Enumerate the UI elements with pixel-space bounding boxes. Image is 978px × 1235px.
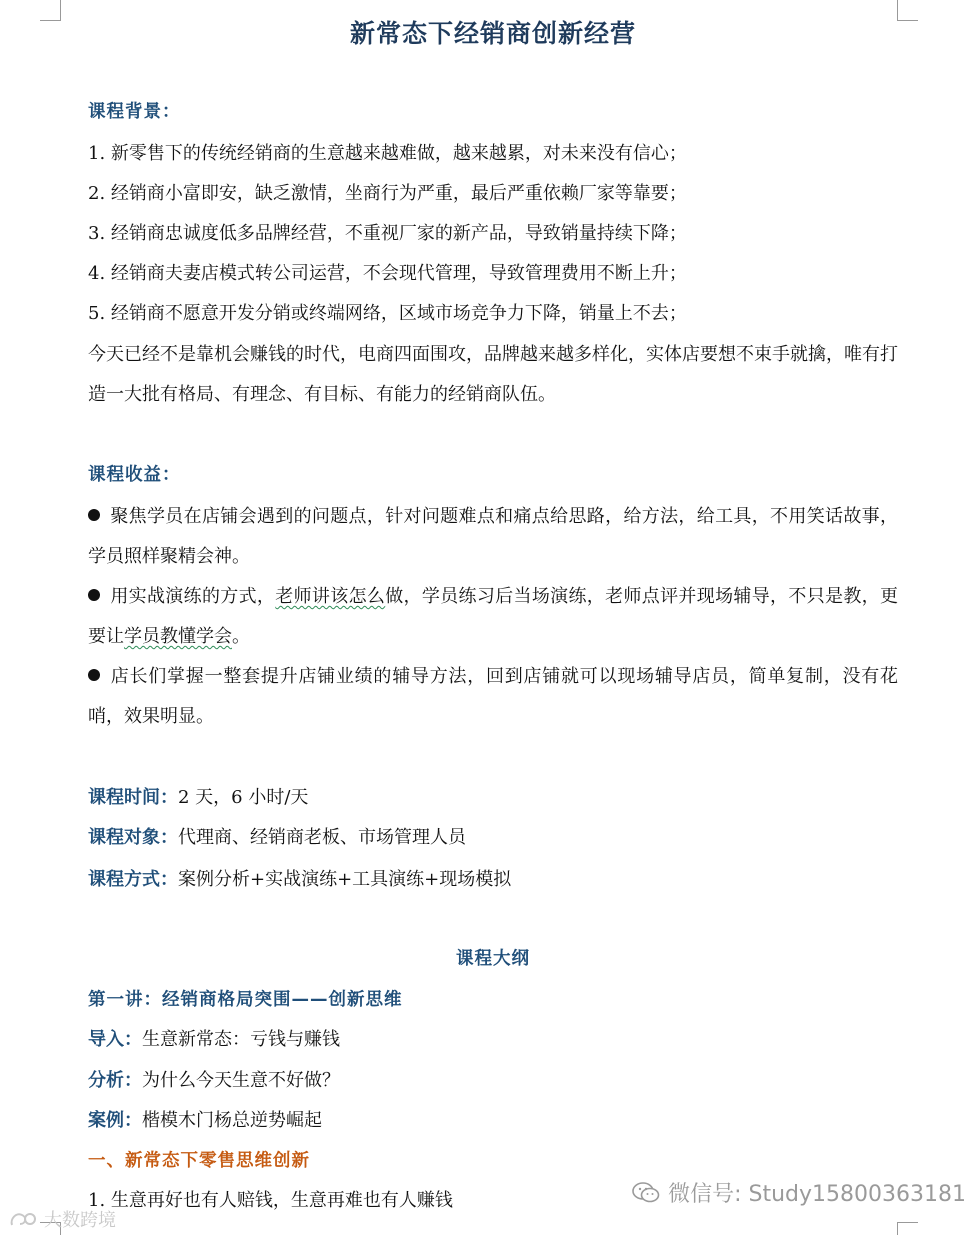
crop-mark-bottom-right xyxy=(897,1222,918,1235)
outline-case xyxy=(88,1109,322,1133)
course-audience xyxy=(88,826,466,850)
section-1-title: 一、新常态下零售思维创新 xyxy=(88,1151,310,1171)
outline-intro-label: 导入： xyxy=(88,1029,142,1050)
benefit-text-1: 聚焦学员在店铺会遇到的问题点，针对问题难点和痛点给思路，给方法，给工具，不用笑话故事，学员照样聚精会神。 xyxy=(88,506,898,567)
benefit-item-1 xyxy=(88,497,898,577)
benefit-text-2c: 。 xyxy=(232,626,250,647)
wechat-icon xyxy=(632,1182,660,1204)
background-paragraph: 今天已经不是靠机会赚钱的时代，电商四面围攻，品牌越来越多样化，实体店要想不束手就擒，唯有打造一大批有格局、有理念、有目标、有能力的经销商队伍。 xyxy=(88,344,898,405)
benefit-text-2a: 用实战演练的方式， xyxy=(110,586,276,607)
benefit-text-3: 店长们掌握一整套提升店铺业绩的辅导方法，回到店铺就可以现场辅导店员，简单复制，没有花哨，效果明显。 xyxy=(88,666,898,727)
course-method-value: 案例分析+实战演练+工具演练+现场模拟 xyxy=(178,869,512,890)
logo-icon xyxy=(8,1209,38,1229)
outline-case-value: 楷模木门杨总逆势崛起 xyxy=(142,1110,322,1131)
outline-heading: 课程大纲 xyxy=(456,949,530,969)
benefit-item-3 xyxy=(88,657,898,737)
benefits-heading: 课程收益： xyxy=(88,465,181,485)
crop-mark-top-left xyxy=(40,0,61,21)
wechat-watermark xyxy=(632,1177,966,1208)
outline-analysis xyxy=(88,1069,340,1093)
spellcheck-underline-2: 学员教懂学会 xyxy=(124,626,232,647)
background-item-4: 4. 经销商夫妻店模式转公司运营，不会现代管理，导致管理费用不断上升； xyxy=(88,263,687,284)
lecture-1-title: 第一讲：经销商格局突围——创新思维 xyxy=(88,990,403,1010)
logo-text: 大数跨境 xyxy=(44,1210,116,1231)
course-time-label: 课程时间： xyxy=(88,787,178,808)
outline-intro xyxy=(88,1028,340,1052)
document-title: 新常态下经销商创新经营 xyxy=(349,19,636,48)
course-time xyxy=(88,786,308,810)
background-item-1: 1. 新零售下的传统经销商的生意越来越难做，越来越累，对未来没有信心； xyxy=(88,143,687,164)
section-1-item-1: 1. 生意再好也有人赔钱，生意再难也有人赚钱 xyxy=(88,1190,453,1211)
bullet-icon xyxy=(88,509,100,521)
course-method-label: 课程方式： xyxy=(88,869,178,890)
logo-watermark xyxy=(8,1206,116,1232)
course-time-value: 2 天，6 小时/天 xyxy=(178,787,309,808)
outline-analysis-label: 分析： xyxy=(88,1070,142,1091)
course-audience-label: 课程对象： xyxy=(88,827,178,848)
crop-mark-top-right xyxy=(897,0,918,21)
benefit-item-2 xyxy=(88,577,898,657)
spellcheck-underline-1: 老师讲该怎么 xyxy=(275,586,386,607)
course-audience-value: 代理商、经销商老板、市场管理人员 xyxy=(178,827,466,848)
outline-analysis-value: 为什么今天生意不好做？ xyxy=(142,1070,340,1091)
wechat-id-text: 微信号: Study15800363181 xyxy=(668,1182,966,1207)
bullet-icon xyxy=(88,589,100,601)
course-method xyxy=(88,868,511,892)
background-item-5: 5. 经销商不愿意开发分销或终端网络，区域市场竞争力下降，销量上不去； xyxy=(88,303,687,324)
benefit-text-2b: 做，学员练习后当场演练，老师点评并现场辅导，不只是教，更要让 xyxy=(88,586,899,647)
background-item-3: 3. 经销商忠诚度低多品牌经营，不重视厂家的新产品，导致销量持续下降； xyxy=(88,223,687,244)
bullet-icon xyxy=(88,669,100,681)
outline-intro-value: 生意新常态：亏钱与赚钱 xyxy=(142,1029,340,1050)
background-heading: 课程背景： xyxy=(88,102,181,122)
background-item-2: 2. 经销商小富即安，缺乏激情，坐商行为严重，最后严重依赖厂家等靠要； xyxy=(88,183,687,204)
outline-case-label: 案例： xyxy=(88,1110,142,1131)
